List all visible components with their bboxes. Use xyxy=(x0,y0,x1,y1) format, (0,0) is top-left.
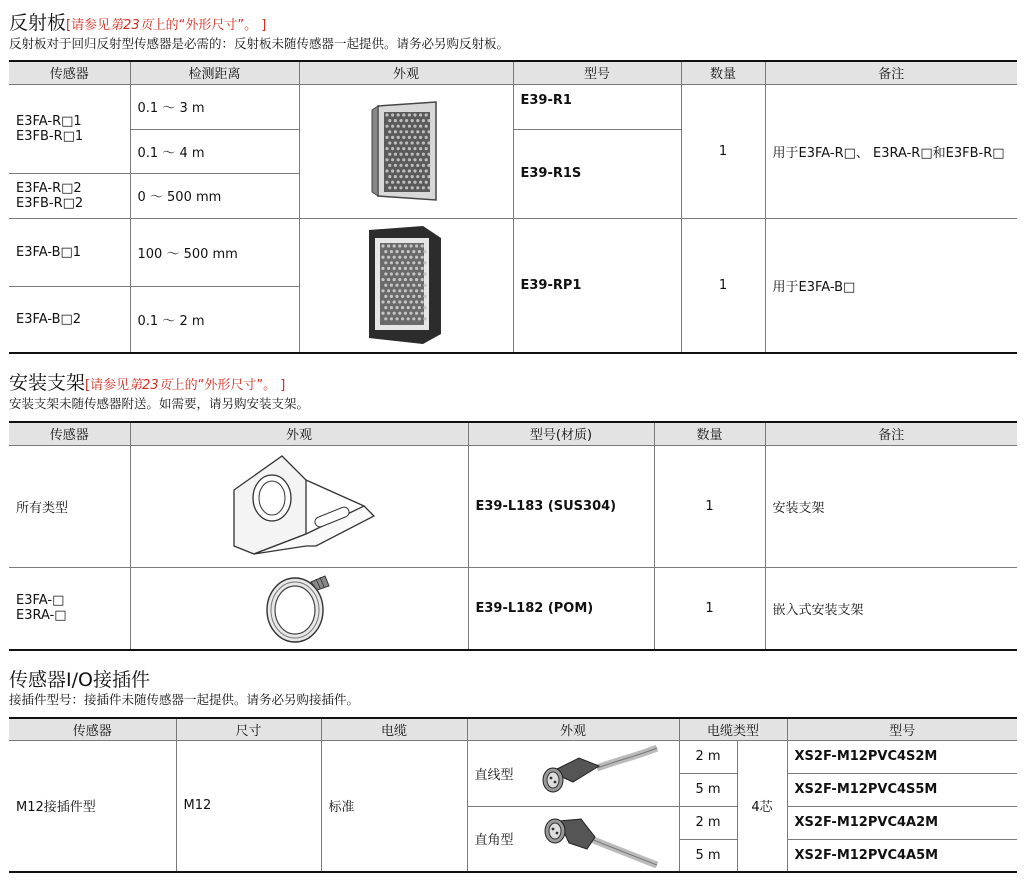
bracket-table xyxy=(9,421,1017,651)
col-header-appearance: 外观 xyxy=(130,422,468,445)
bracket-section-title xyxy=(9,372,285,397)
connector-description: 接插件型号：接插件未随传感器一起提供。请务必另购接插件。 xyxy=(9,692,360,707)
distance-cell: 100 ～ 500 mm xyxy=(130,218,299,286)
straight-connector-cell xyxy=(467,740,679,806)
quantity-cell: 1 xyxy=(681,84,765,218)
col-header-model-material: 型号(材质) xyxy=(468,422,654,445)
distance-cell: 0.1 ～ 2 m xyxy=(130,286,299,353)
sensor-cell: E3FA-R□1 E3FB-R□1 xyxy=(9,84,130,173)
angle-connector-cell xyxy=(467,806,679,872)
table-header-row xyxy=(9,718,1017,740)
table-header-row xyxy=(9,422,1017,445)
connector-title: 传感器I/O接插件 xyxy=(9,669,150,691)
table-row xyxy=(9,445,1017,567)
remarks-cell: 安装支架 xyxy=(765,445,1017,567)
reflector-section-title xyxy=(9,12,266,37)
straight-type-label: 直线型 xyxy=(474,767,514,783)
reflector-table xyxy=(9,60,1017,354)
distance-cell: 0 ～ 500 mm xyxy=(130,173,299,218)
reflector-e39-rp1-image xyxy=(299,218,513,353)
table-header-row xyxy=(9,61,1017,84)
bracket-title: 安装支架 xyxy=(9,372,86,394)
sensor-cell: E3FA-R□2 E3FB-R□2 xyxy=(9,173,130,218)
model-cell: E39-R1S xyxy=(513,129,681,218)
bracket-l182-image xyxy=(130,567,468,650)
cable-length-cell: 2 m xyxy=(679,806,737,839)
col-header-distance: 检测距离 xyxy=(130,61,299,84)
reflector-title: 反射板 xyxy=(9,12,67,34)
sensor-cell: 所有类型 xyxy=(9,445,130,567)
model-cell: XS2F-M12PVC4A5M xyxy=(787,839,1017,872)
cable-length-cell: 2 m xyxy=(679,740,737,773)
l-bracket-icon xyxy=(214,450,384,562)
flush-mount-ring-icon xyxy=(259,570,339,646)
table-row xyxy=(9,567,1017,650)
right-angle-connector-icon xyxy=(533,809,663,869)
table-row xyxy=(9,740,1017,773)
model-cell: E39-RP1 xyxy=(513,218,681,353)
col-header-remarks: 备注 xyxy=(765,61,1017,84)
reflector-dimension-ref[interactable]: [请参见第23页上的“外形尺寸”。 ] xyxy=(66,18,267,33)
col-header-appearance: 外观 xyxy=(467,718,679,740)
col-header-sensor: 传感器 xyxy=(9,422,130,445)
col-header-appearance: 外观 xyxy=(299,61,513,84)
distance-cell: 0.1 ～ 4 m xyxy=(130,129,299,173)
distance-cell: 0.1 ～ 3 m xyxy=(130,84,299,129)
sensor-cell: E3FA-B□2 xyxy=(9,286,130,353)
cable-length-cell: 5 m xyxy=(679,773,737,806)
cable-core-cell: 4芯 xyxy=(737,740,787,872)
reflector-description: 反射板对于回归反射型传感器是必需的：反射板未随传感器一起提供。请务必另购反射板。 xyxy=(9,36,510,51)
bracket-description: 安装支架未随传感器附送。如需要，请另购安装支架。 xyxy=(9,396,310,411)
straight-connector-icon xyxy=(533,744,663,802)
col-header-cable-type: 电缆类型 xyxy=(679,718,787,740)
model-cell: E39-L182 (POM) xyxy=(468,567,654,650)
quantity-cell: 1 xyxy=(654,445,765,567)
sensor-cell: E3FA-□ E3RA-□ xyxy=(9,567,130,650)
model-cell: XS2F-M12PVC4A2M xyxy=(787,806,1017,839)
reflector-rect-icon xyxy=(366,96,446,206)
cable-cell: 标准 xyxy=(321,740,467,872)
sensor-cell: M12接插件型 xyxy=(9,740,176,872)
remarks-cell: 嵌入式安装支架 xyxy=(765,567,1017,650)
col-header-sensor: 传感器 xyxy=(9,61,130,84)
quantity-cell: 1 xyxy=(681,218,765,353)
angle-type-label: 直角型 xyxy=(474,833,514,849)
table-row xyxy=(9,84,1017,129)
col-header-cable: 电缆 xyxy=(321,718,467,740)
col-header-model: 型号 xyxy=(513,61,681,84)
size-cell: M12 xyxy=(176,740,321,872)
model-cell: XS2F-M12PVC4S5M xyxy=(787,773,1017,806)
col-header-remarks: 备注 xyxy=(765,422,1017,445)
col-header-model: 型号 xyxy=(787,718,1017,740)
model-cell: XS2F-M12PVC4S2M xyxy=(787,740,1017,773)
reflector-e39-r1-image xyxy=(299,84,513,218)
col-header-size: 尺寸 xyxy=(176,718,321,740)
reflector-framed-icon xyxy=(361,222,451,348)
col-header-quantity: 数量 xyxy=(654,422,765,445)
bracket-dimension-ref[interactable]: [请参见第23页上的“外形尺寸”。 ] xyxy=(85,378,286,393)
model-cell: E39-R1 xyxy=(513,84,681,129)
connector-section-title xyxy=(9,669,150,691)
col-header-sensor: 传感器 xyxy=(9,718,176,740)
sensor-cell: E3FA-B□1 xyxy=(9,218,130,286)
table-row xyxy=(9,218,1017,286)
quantity-cell: 1 xyxy=(654,567,765,650)
cable-length-cell: 5 m xyxy=(679,839,737,872)
bracket-l183-image xyxy=(130,445,468,567)
col-header-quantity: 数量 xyxy=(681,61,765,84)
connector-table xyxy=(9,717,1017,873)
remarks-cell: 用于E3FA-B□ xyxy=(765,218,1017,353)
model-cell: E39-L183 (SUS304) xyxy=(468,445,654,567)
remarks-cell: 用于E3FA-R□、 E3RA-R□和E3FB-R□ xyxy=(765,84,1017,218)
